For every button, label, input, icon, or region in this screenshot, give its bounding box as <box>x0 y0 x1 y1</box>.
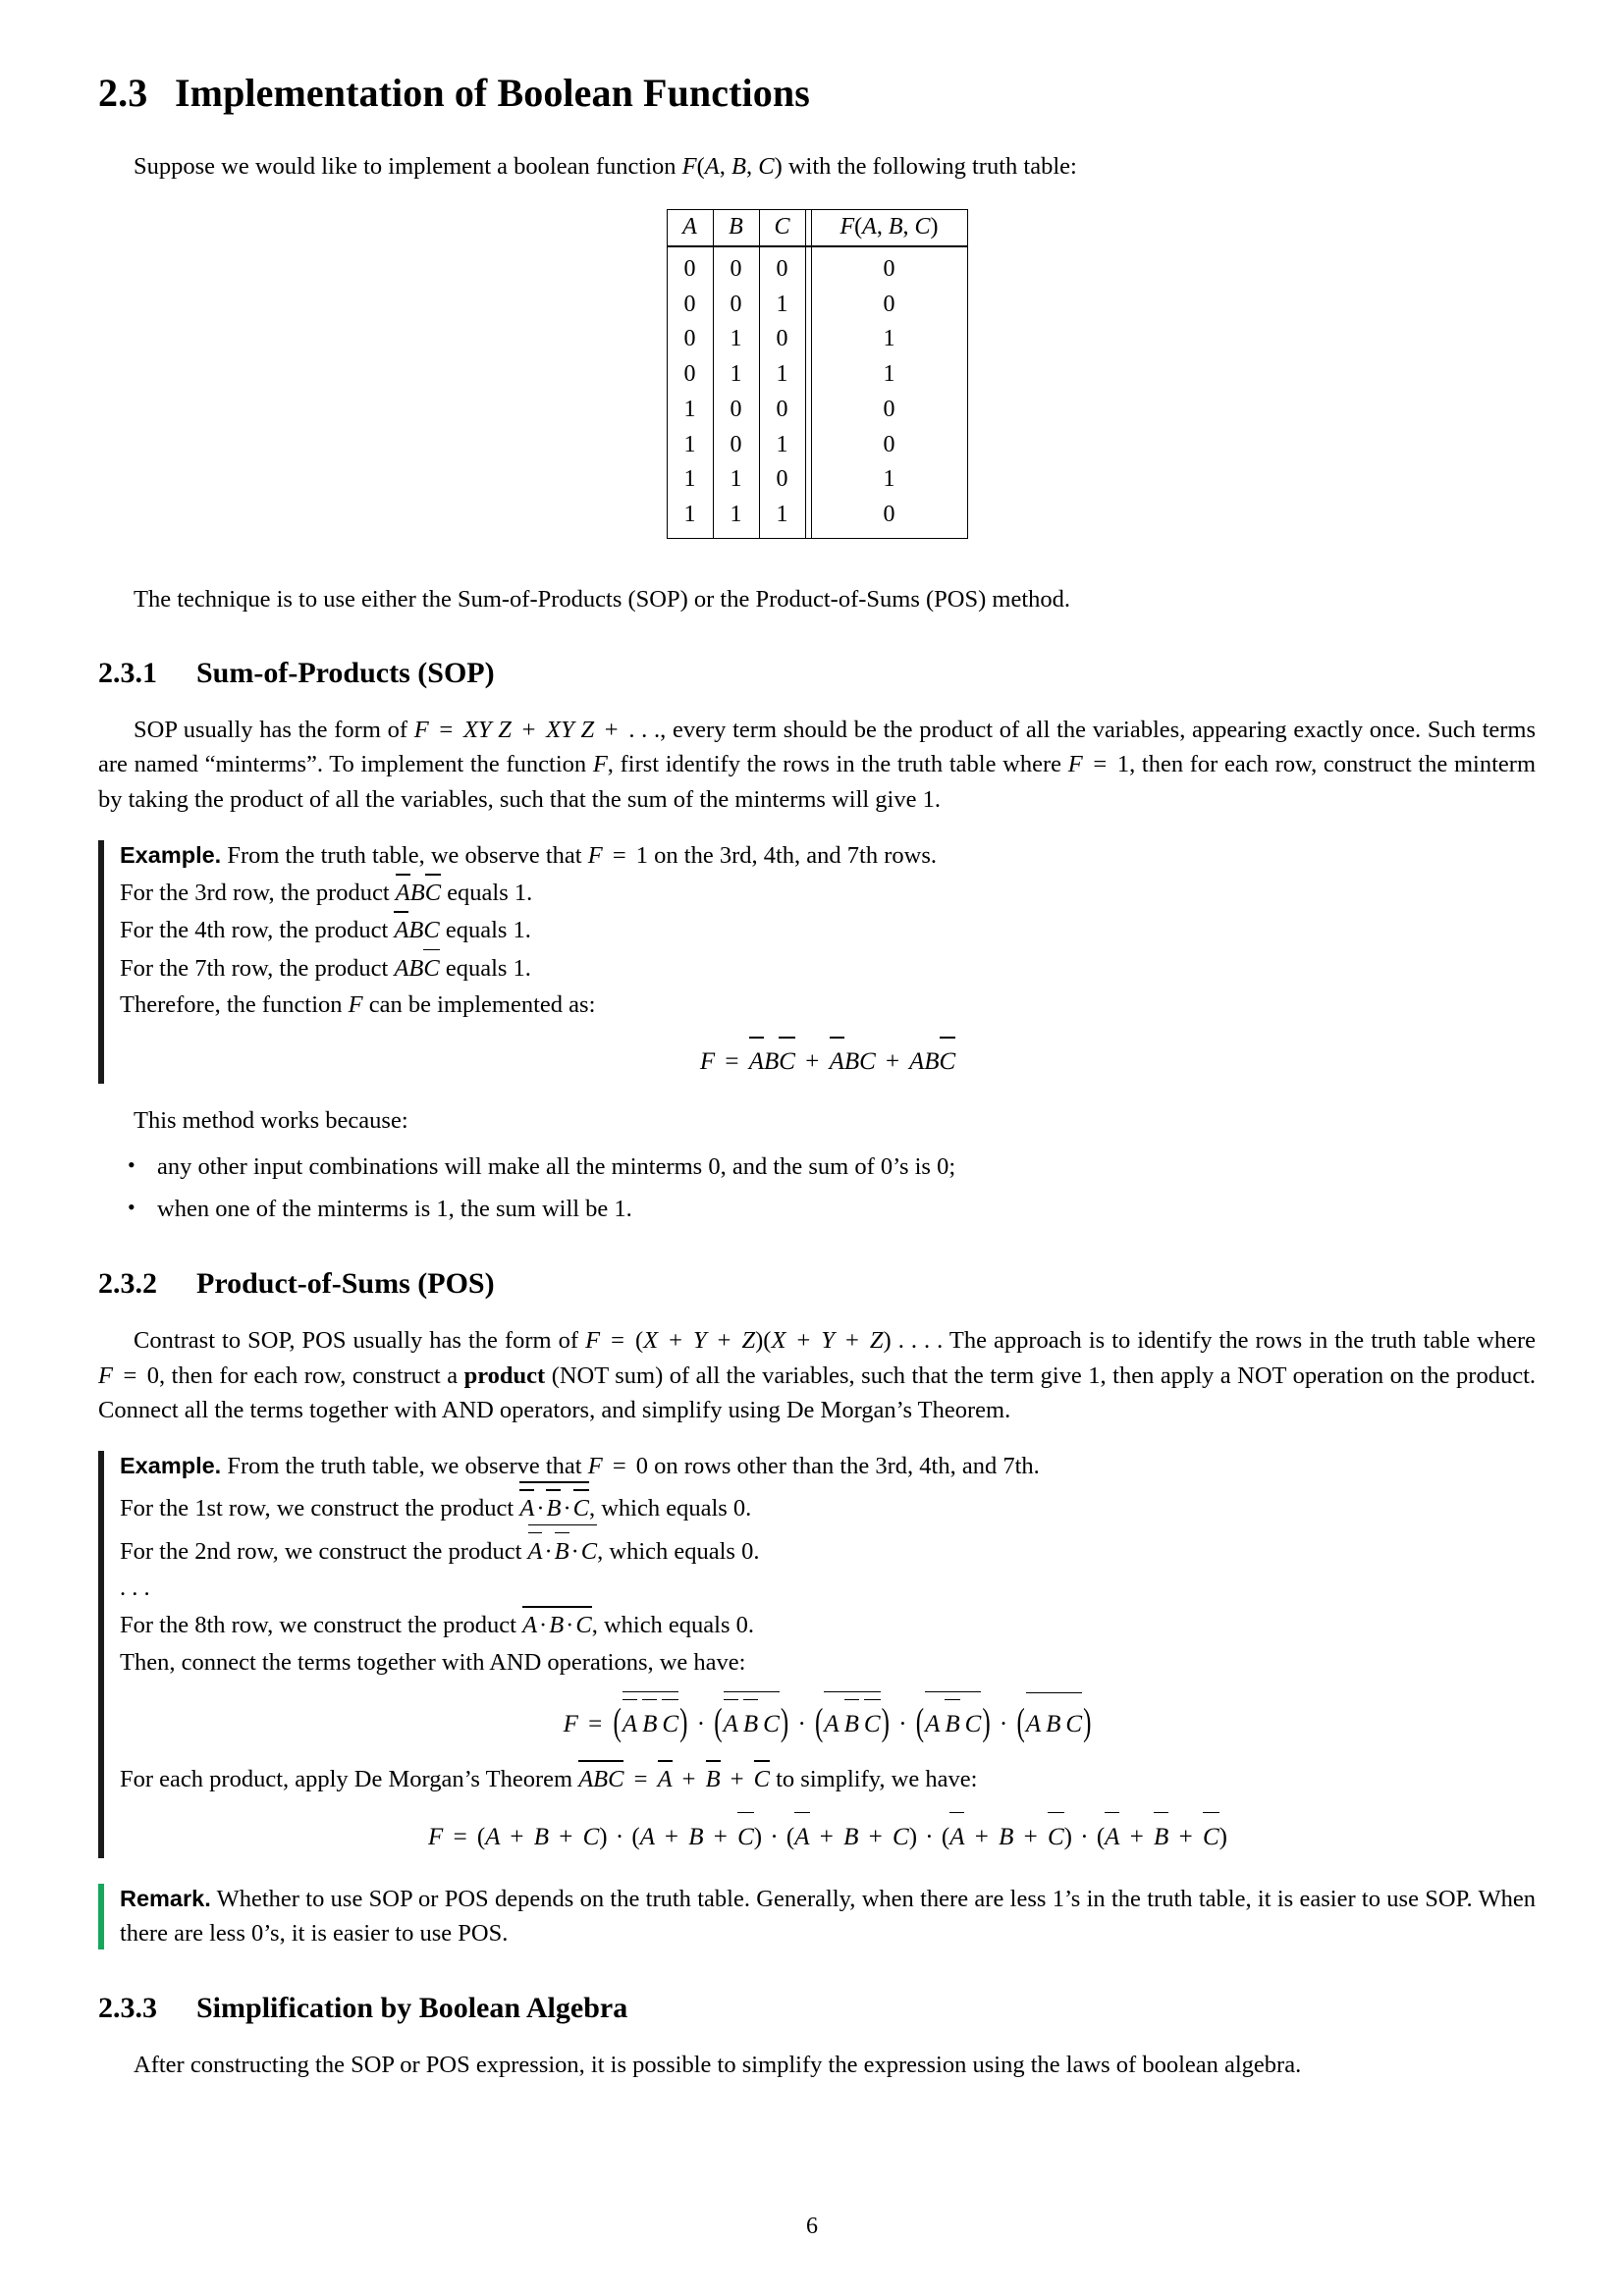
sop-example-text-1b: on the 3rd, 4th, and 7th rows. <box>648 841 937 869</box>
maxterm-2nd-row: A·B·C <box>528 1538 598 1565</box>
sop-example-text-5a: Therefore, the function <box>120 990 349 1018</box>
pos-example-text-2b: , which equals 0. <box>588 1495 752 1522</box>
truth-cell-c: 0 <box>759 393 805 428</box>
section-number: 2.3 <box>98 71 148 115</box>
truth-table-body <box>667 246 967 538</box>
pos-example-lead: Example. <box>120 1453 222 1479</box>
pos-f-equals-zero: F = 0 <box>98 1362 160 1389</box>
pos-example-text-4a: For the 8th row, we construct the product <box>120 1612 523 1639</box>
sop-example-text-4a: For the 7th row, the product <box>120 954 395 982</box>
pos-text-a: Contrast to SOP, POS usually has the form of <box>134 1327 586 1355</box>
sop-bullet-list <box>98 1149 1536 1228</box>
pos-example-ellipsis: . . . <box>120 1574 150 1601</box>
subsection-number-sop: 2.3.1 <box>98 657 157 689</box>
minterm-4th-row: ABC <box>394 917 439 943</box>
truth-cell-a: 1 <box>667 393 713 428</box>
truth-cell-a: 1 <box>667 462 713 498</box>
sop-text-d: , then for each row, construct the minterm by taking the product of all the variables, such that the sum of the minterms will give 1. <box>98 751 1537 813</box>
column-header-c: C <box>759 210 805 246</box>
truth-cell-b: 1 <box>713 462 759 498</box>
table-row <box>667 462 967 498</box>
sop-example-text-3a: For the 4th row, the product <box>120 917 395 944</box>
truth-cell-f: 0 <box>883 396 895 422</box>
sop-example-line-4 <box>120 950 1536 986</box>
remark-paragraph <box>120 1882 1536 1951</box>
truth-table <box>667 209 968 538</box>
truth-table-wrapper <box>98 209 1536 538</box>
pos-form-math: F = (X + Y + Z)(X + Y + Z) . . . . <box>585 1327 944 1355</box>
intro-text-pre: Suppose we would like to implement a boolean function <box>134 153 682 180</box>
pos-example-text-3b: , which equals 0. <box>597 1537 760 1565</box>
truth-cell-b: 0 <box>713 246 759 288</box>
truth-cell-a: 1 <box>667 498 713 538</box>
remark-lead: Remark. <box>120 1886 211 1912</box>
example-callout-pos <box>98 1449 1536 1860</box>
sop-example-text-3b: equals 1. <box>439 917 531 944</box>
subsection-number-simplification: 2.3.3 <box>98 1991 157 2024</box>
table-row <box>667 498 967 538</box>
truth-cell-a: 0 <box>667 322 713 357</box>
pos-example-line-4 <box>120 1607 1536 1642</box>
sop-example-lead: Example. <box>120 841 222 868</box>
truth-cell-f: 0 <box>883 502 895 528</box>
pos-final-formula: F = (A + B + C) · (A + B + C) · (A + B + C) · (A + B + C) · (A + B + C) <box>120 1813 1536 1861</box>
truth-cell-b: 1 <box>713 322 759 357</box>
simplification-paragraph: After constructing the SOP or POS expression, it is possible to simplify the expression using the laws of boolean algebra. <box>134 2051 1302 2078</box>
sop-text-b: , every term should be the product of all the variables, appearing exactly once. Such terms are named “minterms”. To implement the function <box>98 717 1537 778</box>
list-item: • any other input combinations will make all the minterms 0, and the sum of 0’s is 0; <box>153 1149 1536 1186</box>
sop-final-formula: F = ABC + ABC + ABC <box>120 1038 1536 1086</box>
pos-example-f0: F = 0 <box>587 1453 649 1480</box>
table-row <box>667 322 967 357</box>
truth-cell-b: 0 <box>713 288 759 323</box>
pos-product-formula: F = (A B C) · (A B C) · (A B C) · (A B C) · (A B C) <box>120 1695 1536 1748</box>
pos-example-line-3 <box>120 1528 1536 1569</box>
subsection-heading-pos <box>98 1266 1536 1302</box>
table-row <box>667 288 967 323</box>
pos-text-c: , then for each row, construct a <box>159 1362 464 1389</box>
sop-example-line-2 <box>120 875 1536 910</box>
pos-demorgan-text-a: For each product, apply De Morgan’s Theorem <box>120 1766 579 1793</box>
truth-cell-b: 1 <box>713 357 759 393</box>
minterm-7th-row: ABC <box>394 955 439 982</box>
truth-cell-c: 1 <box>759 428 805 463</box>
sop-example-text-1a: From the truth table, we observe that <box>221 841 588 869</box>
pos-example-line-2 <box>120 1485 1536 1525</box>
sop-paragraph <box>98 713 1536 817</box>
section-heading <box>98 71 1536 116</box>
sop-example-line-3 <box>120 912 1536 947</box>
sop-example-text-2b: equals 1. <box>441 880 533 907</box>
maxterm-8th-row: A·B·C <box>522 1612 592 1638</box>
demorgan-identity: ABC = A + B + C <box>578 1766 770 1792</box>
table-row <box>667 428 967 463</box>
table-row <box>667 357 967 393</box>
sop-text-a: SOP usually has the form of <box>134 717 414 743</box>
page-number-footer: 6 <box>806 2214 818 2239</box>
truth-cell-f: 1 <box>883 361 895 388</box>
page-content <box>98 71 1536 2094</box>
truth-cell-a: 0 <box>667 357 713 393</box>
subsection-number-pos: 2.3.2 <box>98 1267 157 1301</box>
pos-text-b: The approach is to identify the rows in the truth table where <box>943 1327 1536 1355</box>
sop-example-text-5b: can be implemented as: <box>362 990 596 1018</box>
truth-cell-a: 0 <box>667 246 713 288</box>
subsection-title-simplification: Simplification by Boolean Algebra <box>196 1991 628 2024</box>
table-row <box>667 393 967 428</box>
pos-text-d: (NOT sum) of all the variables, such that the term give 1, then apply a NOT operation on the product. Connect all the terms together with AND operators, and simplify using De Morgan’s Theorem. <box>98 1362 1536 1423</box>
truth-cell-f: 0 <box>883 431 895 457</box>
truth-cell-f: 0 <box>883 255 895 282</box>
subsection-heading-sop <box>98 656 1536 691</box>
pos-example-line-1 <box>120 1449 1536 1483</box>
truth-table-head <box>667 210 967 246</box>
sop-f-equals-one: F = 1 <box>1067 751 1130 778</box>
works-because-paragraph: This method works because: <box>134 1106 408 1134</box>
truth-table-header-row <box>667 210 967 246</box>
technique-paragraph: The technique is to use either the Sum-of-Products (SOP) or the Product-of-Sums (POS) method. <box>134 585 1071 613</box>
column-header-f: F(A, B, C) <box>839 214 939 240</box>
remark-callout <box>98 1882 1536 1951</box>
pos-demorgan-text-b: to simplify, we have: <box>770 1766 978 1793</box>
truth-cell-c: 0 <box>759 246 805 288</box>
subsection-heading-simplification <box>98 1991 1536 2026</box>
truth-cell-b: 0 <box>713 393 759 428</box>
list-item: • when one of the minterms is 1, the sum will be 1. <box>153 1192 1536 1228</box>
column-header-b: B <box>713 210 759 246</box>
truth-cell-f: 1 <box>883 466 895 493</box>
truth-cell-c: 1 <box>759 288 805 323</box>
sop-f-symbol: F <box>592 751 608 778</box>
maxterm-1st-row: A·B·C <box>519 1495 589 1522</box>
sop-example-line-1 <box>120 838 1536 873</box>
sop-form-math: F = XY Z + XY Z + . . . <box>413 717 661 743</box>
pos-example-text-2a: For the 1st row, we construct the product <box>120 1495 520 1522</box>
minterm-3rd-row: ABC <box>396 880 441 906</box>
sop-example-line-5 <box>120 988 1536 1022</box>
sop-example-f-symbol: F <box>348 990 363 1018</box>
subsection-title-pos: Product-of-Sums (POS) <box>196 1267 495 1301</box>
pos-example-text-3a: For the 2nd row, we construct the product <box>120 1537 528 1565</box>
pos-example-text-4b: , which equals 0. <box>591 1612 755 1639</box>
remark-text: Whether to use SOP or POS depends on the truth table. Generally, when there are less 1’s in the truth table, it is easier to use SOP. When there are less 0’s, it is easier to use POS. <box>120 1886 1536 1948</box>
truth-cell-a: 0 <box>667 288 713 323</box>
intro-function-math: F(A, B, C) <box>681 153 783 180</box>
table-row <box>667 246 967 288</box>
pos-bold-product: product <box>463 1362 546 1389</box>
sop-example-text-2a: For the 3rd row, the product <box>120 880 396 907</box>
sop-text-c: , first identify the rows in the truth table where <box>607 751 1068 778</box>
truth-cell-c: 1 <box>759 498 805 538</box>
truth-cell-f: 1 <box>883 326 895 352</box>
truth-cell-c: 1 <box>759 357 805 393</box>
pos-example-line-5: Then, connect the terms together with AND operations, we have: <box>120 1648 746 1676</box>
truth-cell-f: 0 <box>883 291 895 317</box>
pos-demorgan-line <box>120 1761 1536 1796</box>
truth-cell-a: 1 <box>667 428 713 463</box>
pos-example-text-1a: From the truth table, we observe that <box>221 1453 588 1480</box>
example-callout-sop <box>98 838 1536 1086</box>
sop-example-text-4b: equals 1. <box>439 954 531 982</box>
pos-paragraph <box>98 1323 1536 1427</box>
subsection-title-sop: Sum-of-Products (SOP) <box>196 657 495 689</box>
truth-cell-c: 0 <box>759 322 805 357</box>
column-header-a: A <box>667 210 713 246</box>
intro-paragraph <box>98 149 1536 184</box>
intro-text-post: with the following truth table: <box>782 153 1077 180</box>
truth-cell-c: 0 <box>759 462 805 498</box>
truth-cell-b: 0 <box>713 428 759 463</box>
section-title: Implementation of Boolean Functions <box>175 71 810 115</box>
truth-cell-b: 1 <box>713 498 759 538</box>
pos-example-text-1b: on rows other than the 3rd, 4th, and 7th. <box>648 1453 1040 1480</box>
sop-example-f1: F = 1 <box>587 841 649 869</box>
